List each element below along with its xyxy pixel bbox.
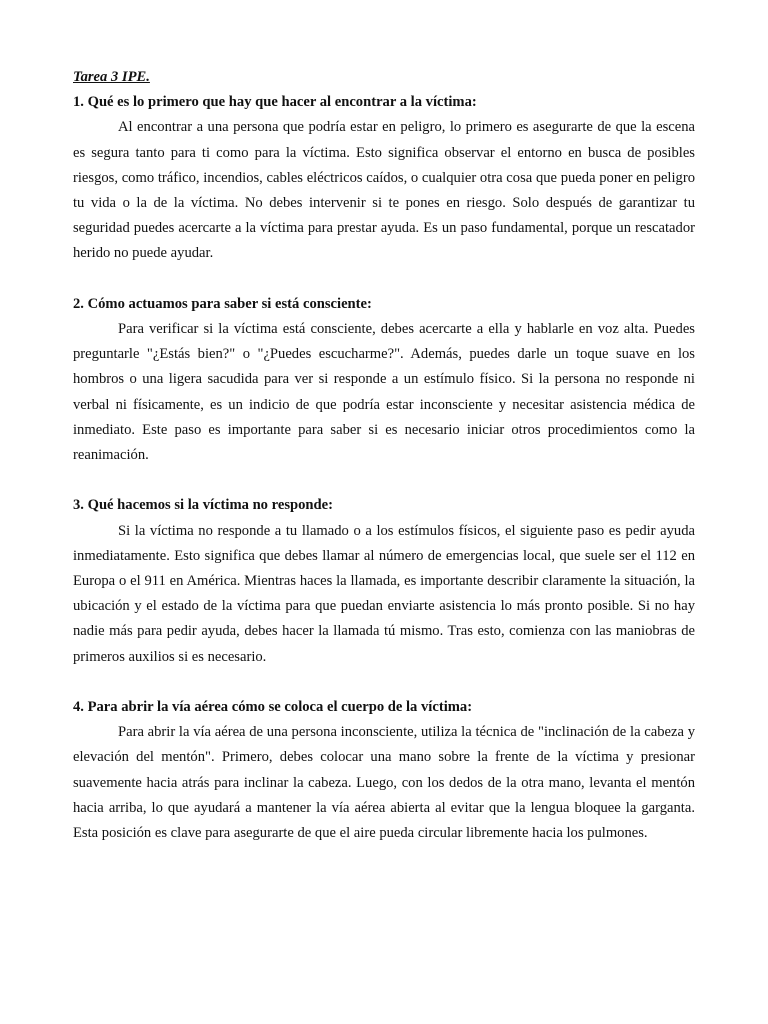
section-1 (73, 90, 695, 266)
section-heading: 1. Qué es lo primero que hay que hacer al encontrar a la víctima: (73, 94, 477, 111)
document-title: Tarea 3 IPE. (73, 69, 150, 85)
section-4 (73, 695, 695, 846)
section-2 (73, 292, 695, 468)
section-paragraph: Si la víctima no responde a tu llamado o a los estímulos físicos, el siguiente paso es pedir ayuda inmediatamente. Esto significa que debes llamar al número de emergencias local, que suele ser el 112 en Europa o el 911 en América. Mientras haces la llamada, es importante describir claramente la situación, la ubicación y el estado de la víctima para que puedan enviarte asistencia lo más pronto posible. Si no hay nadie más para pedir ayuda, debes hacer la llamada tú mismo. Tras esto, comienza con las maniobras de primeros auxilios si es necesario. (73, 522, 695, 665)
section-heading: 4. Para abrir la vía aérea cómo se coloca el cuerpo de la víctima: (73, 699, 473, 716)
section-3 (73, 493, 695, 669)
section-paragraph: Al encontrar a una persona que podría estar en peligro, lo primero es asegurarte de que la escena es segura tanto para ti como para la víctima. Esto significa observar el entorno en busca de posibles riesgos, como tráfico, incendios, cables eléctricos caídos, o cualquier otra cosa que pueda poner en peligro tu vida o la de la víctima. No debes intervenir si te pones en riesgo. Solo después de garantizar tu seguridad puedes acercarte a la víctima para prestar ayuda. Es un paso fundamental, porque un rescatador herido no puede ayudar. (73, 119, 695, 262)
section-heading: 2. Cómo actuamos para saber si está consciente: (73, 295, 372, 312)
section-paragraph: Para abrir la vía aérea de una persona inconsciente, utiliza la técnica de "inclinación de la cabeza y elevación del mentón". Primero, debes colocar una mano sobre la frente de la víctima y presionar suavemente hacia atrás para inclinar la cabeza. Luego, con los dedos de la otra mano, levanta el mentón hacia arriba, lo que ayudará a mantener la vía aérea abierta al evitar que la lengua bloquee la garganta. Esta posición es clave para asegurarte de que el aire pueda circular libremente hacia los pulmones. (73, 724, 695, 842)
document-page (73, 65, 695, 871)
section-heading: 3. Qué hacemos si la víctima no responde: (73, 497, 333, 514)
section-paragraph: Para verificar si la víctima está consciente, debes acercarte a ella y hablarle en voz alta. Puedes preguntarle "¿Estás bien?" o "¿Puedes escucharme?". Además, puedes darle un toque suave en los hombros o una ligera sacudida para ver si responde a un estímulo físico. Si la persona no responde ni verbal ni físicamente, es un indicio de que podría estar inconsciente y necesitar asistencia médica de inmediato. Este paso es importante para saber si es necesario iniciar otros procedimientos como la reanimación. (73, 321, 695, 464)
